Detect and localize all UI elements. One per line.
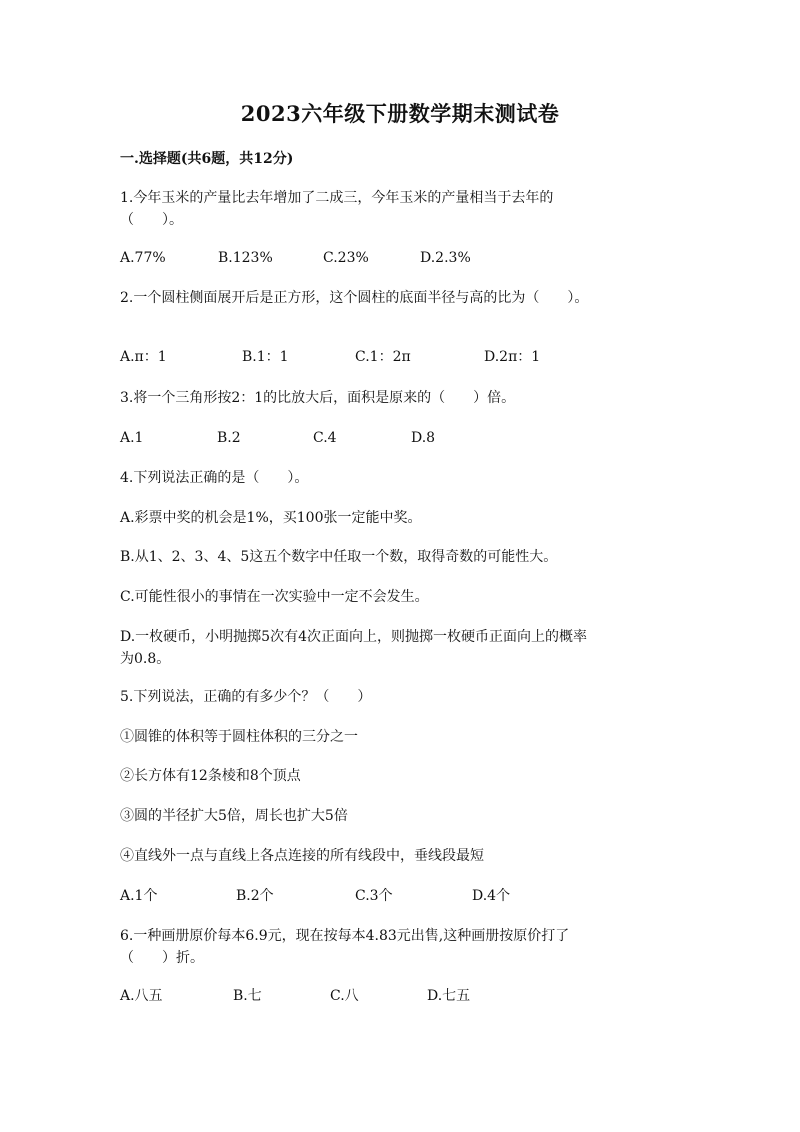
question-1-option-c: C.23% [323, 250, 369, 266]
question-1-stem-cont: （ ）。 [120, 212, 183, 228]
question-6-option-b: B.七 [233, 988, 262, 1004]
question-1-stem: 1.今年玉米的产量比去年增加了二成三，今年玉米的产量相当于去年的 [120, 190, 554, 206]
question-3-option-b: B.2 [217, 430, 241, 446]
question-4-option-c: C.可能性很小的事情在一次实验中一定不会发生。 [120, 589, 429, 605]
question-1-option-a: A.77% [120, 250, 166, 266]
question-6-stem: 6.一种画册原价每本6.9元，现在按每本4.83元出售,这种画册按原价打了 [120, 928, 570, 944]
question-2-stem: 2.一个圆柱侧面展开后是正方形，这个圆柱的底面半径与高的比为（ ）。 [120, 290, 589, 306]
question-5-option-d: D.4个 [472, 888, 511, 904]
question-5-statement-3: ③圆的半径扩大5倍，周长也扩大5倍 [120, 808, 348, 824]
question-5-statement-4: ④直线外一点与直线上各点连接的所有线段中，垂线段最短 [120, 848, 484, 864]
question-4-option-d: D.一枚硬币，小明抛掷5次有4次正面向上，则抛掷一枚硬币正面向上的概率 [120, 629, 587, 645]
question-4-option-d-cont: 为0.8。 [120, 651, 171, 667]
question-2-option-b: B.1：1 [242, 349, 289, 365]
question-2-option-c: C.1：2π [355, 349, 411, 365]
question-3-option-c: C.4 [313, 430, 337, 446]
question-5-option-b: B.2个 [236, 888, 274, 904]
page-title: 2023六年级下册数学期末测试卷 [240, 101, 560, 126]
question-6-option-d: D.七五 [427, 988, 471, 1004]
question-2-option-a: A.π：1 [120, 349, 167, 365]
question-5-option-c: C.3个 [355, 888, 393, 904]
question-1-option-b: B.123% [218, 250, 273, 266]
question-6-option-c: C.八 [330, 988, 359, 1004]
question-5-option-a: A.1个 [120, 888, 158, 904]
question-4-stem: 4.下列说法正确的是（ ）。 [120, 470, 309, 486]
question-5-statement-1: ①圆锥的体积等于圆柱体积的三分之一 [120, 729, 358, 745]
question-6-stem-cont: （ ）折。 [120, 950, 204, 966]
question-5-stem: 5.下列说法，正确的有多少个？（ ） [120, 689, 372, 705]
question-1-option-d: D.2.3% [420, 250, 471, 266]
question-4-option-b: B.从1、2、3、4、5这五个数字中任取一个数，取得奇数的可能性大。 [120, 549, 558, 565]
question-3-stem: 3.将一个三角形按2：1的比放大后，面积是原来的（ ）倍。 [120, 390, 516, 406]
question-6-option-a: A.八五 [120, 988, 163, 1004]
section-heading: 一.选择题(共6题，共12分) [120, 151, 294, 167]
question-3-option-a: A.1 [120, 430, 144, 446]
question-5-statement-2: ②长方体有12条棱和8个顶点 [120, 768, 301, 784]
question-4-option-a: A.彩票中奖的机会是1%，买100张一定能中奖。 [120, 510, 422, 526]
question-3-option-d: D.8 [411, 430, 436, 446]
question-2-option-d: D.2π：1 [484, 349, 541, 365]
